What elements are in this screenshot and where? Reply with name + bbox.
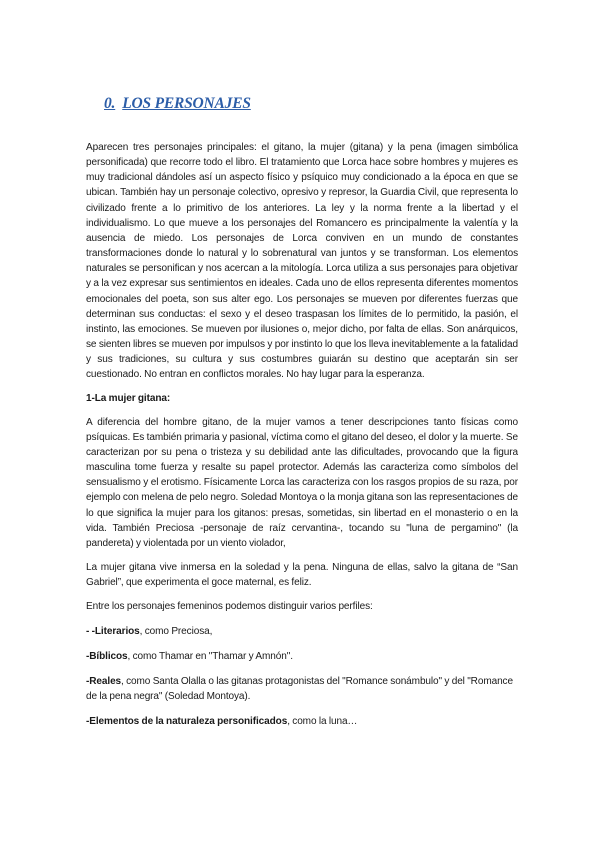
body-paragraph: Entre los personajes femeninos podemos distinguir varios perfiles: <box>86 601 373 613</box>
title-number: 0. <box>104 95 116 112</box>
body-paragraph: A diferencia del hombre gitano, de la mujer vamos a tener descripciones tanto físicas como psíquicas. Es también primaria y pasional, víctima como el gitano del deseo, el dolor y la muerte. Se caracterizan por su pena o tristeza y su debilidad ante las dificultades, provocando que la figura masculina tome fuerza y resalte su papel protector. Además las caracteriza como símbolos del sensualismo y el erotismo. Físicamente Lorca las caracteriza con los rasgos propios de su raza, por ejemplo con melena de pelo negro. Soledad Montoya o la monja gitana son las representaciones de lo que significa la mujer para los gitanos: presas, sometidas, sin libertad en el monasterio o en la vida. También Preciosa -personaje de raíz cervantina-, tocando su "luna de pergamino" (la pandereta) y violentada por un viento violador, <box>86 416 518 549</box>
list-item-label: -Bíblicos <box>86 650 128 662</box>
list-item-label: -Reales <box>86 675 122 687</box>
list-item-label: - -Literarios <box>86 625 140 637</box>
list-item-text: , como Thamar en "Thamar y Amnón". <box>127 650 293 662</box>
list-item-text: , como la luna… <box>287 716 358 728</box>
list-item <box>86 714 518 729</box>
list-item <box>86 624 518 639</box>
body-paragraph: La mujer gitana vive inmersa en la soledad y la pena. Ninguna de ellas, salvo la gitana de “San Gabriel”, que experimenta el goce maternal, es feliz. <box>86 562 518 589</box>
title-text: LOS PERSONAJES <box>122 95 251 112</box>
list-item-text: , como Santa Olalla o las gitanas protagonistas del "Romance sonámbulo" y del "Romance de la pena negra" (Soledad Montoya). <box>86 675 513 702</box>
intro-paragraph: Aparecen tres personajes principales: el gitano, la mujer (gitana) y la pena (imagen simbólica personificada) que recorre todo el libro. El tratamiento que Lorca hace sobre hombres y mujeres es muy tradicional dándoles así un aspecto físico y psíquico muy condicionado a la época en que se ubican. También hay un personaje colectivo, opresivo y represor, la Guardia Civil, que representa lo civilizado frente a lo primitivo de los anteriores. La ley y la norma frente a la libertad y el individualismo. Lo que mueve a los personajes del Romancero es principalmente la valentía y la ausencia de miedo. Los personajes de Lorca conviven en un mundo de constantes transformaciones donde lo natural y lo sobrenatural van juntos y se transforman. Los elementos naturales se personifican y nos acercan a la mitología. Lorca utiliza a sus personajes para objetivar y a la vez expresar sus sentimientos en ideales. Cada uno de ellos representa diferentes momentos emocionales del poeta, son sus alter ego. Los personajes se mueven por diferentes fuerzas que determinan sus conductas: el sexo y el deseo traspasan los límites de lo permitido, la pasión, el instinto, las emociones. Se mueven por ilusiones o, mejor dicho, por falta de ellas. Son anárquicos, se sienten libres se mueven por impulsos y por instinto lo que los lleva inevitablemente a la fatalidad y sus tradiciones, su cultura y sus costumbres guiarán su destino que aceptarán sin ser cuestionado. No entran en conflictos morales. No hay lugar para la esperanza. <box>86 142 518 381</box>
page-title <box>104 95 251 113</box>
document-body <box>86 140 518 739</box>
list-item-text: , como Preciosa, <box>139 625 213 637</box>
list-item <box>86 674 518 704</box>
list-item <box>86 649 518 664</box>
list-item-label: -Elementos de la naturaleza personificados <box>86 716 288 728</box>
section-heading: 1-La mujer gitana: <box>86 392 171 404</box>
